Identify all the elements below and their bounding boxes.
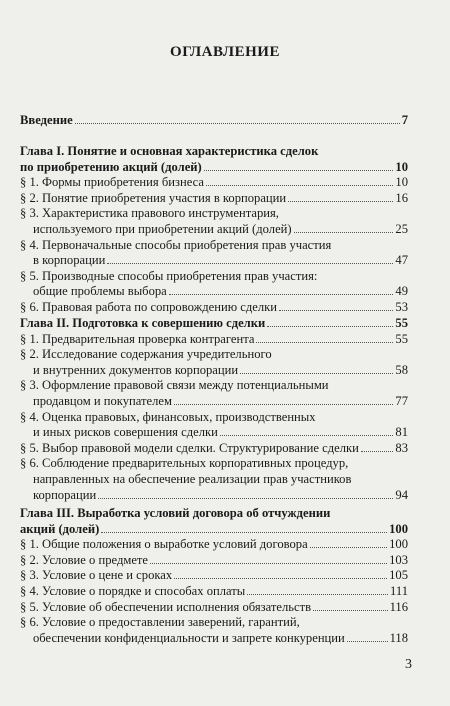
section-last-line: [20, 363, 408, 379]
section-text: § 1. Общие положения о выработке условий договора: [20, 537, 308, 552]
section-line: [20, 238, 408, 254]
section-text: используемого при приобретении акций (долей): [33, 221, 292, 236]
section-last-line: [20, 441, 408, 457]
toc-section-entry: [20, 206, 408, 237]
leader-dots: [267, 326, 393, 327]
section-text: § 5. Выбор правовой модели сделки. Структурирование сделки: [20, 440, 359, 455]
section-last-line: [20, 553, 408, 569]
chapter-heading-last-line: [20, 316, 408, 332]
section-line: [20, 347, 408, 363]
section-page: 118: [389, 630, 408, 645]
chapter-page: 10: [395, 159, 408, 174]
section-last-line: [20, 300, 408, 316]
section-text: направленных на обеспечение реализации прав участников: [33, 471, 352, 486]
leader-dots: [256, 342, 393, 343]
leader-dots: [174, 404, 393, 405]
leader-dots: [361, 451, 394, 452]
section-last-line: [20, 175, 408, 191]
section-text: обеспечении конфиденциальности и запрете конкуренции: [33, 630, 345, 645]
toc-section-entry: [20, 537, 408, 553]
leader-dots: [279, 310, 393, 311]
section-text: § 6. Правовая работа по сопровождению сделки: [20, 299, 278, 314]
chapter-heading-text: акций (долей): [20, 521, 100, 536]
section-last-line: [20, 284, 408, 300]
intro-label: Введение: [20, 113, 73, 127]
leader-dots: [347, 641, 388, 642]
section-page: 53: [395, 299, 408, 314]
section-page: 111: [390, 583, 408, 598]
leader-dots: [169, 294, 394, 295]
leader-dots: [101, 532, 387, 533]
section-line: [20, 378, 408, 394]
section-text: и иных рисков совершения сделки: [33, 425, 218, 440]
leader-dots: [107, 263, 393, 264]
section-text: § 2. Условие о предмете: [20, 552, 149, 567]
section-page: 49: [395, 284, 408, 299]
toc-section-entry: [20, 175, 408, 191]
leader-dots: [204, 170, 394, 171]
section-text: в корпорации: [33, 253, 106, 268]
section-last-line: [20, 394, 408, 410]
chapter-heading-last-line: [20, 522, 408, 538]
section-page: 47: [395, 253, 408, 268]
toc-section-entry: [20, 441, 408, 457]
page-title: ОГЛАВЛЕНИЕ: [170, 44, 280, 60]
section-page: 116: [389, 599, 408, 614]
section-last-line: [20, 425, 408, 441]
toc-section-entry: [20, 568, 408, 584]
section-text: § 5. Условие об обеспечении исполнения обязательств: [20, 599, 312, 614]
toc-section-entry: [20, 584, 408, 600]
leader-dots: [288, 201, 393, 202]
section-text: § 3. Характеристика правового инструментария,: [20, 206, 279, 221]
section-page: 58: [395, 362, 408, 377]
toc-section-entry: [20, 600, 408, 616]
leader-dots: [313, 610, 388, 611]
section-line: [20, 615, 408, 631]
section-last-line: [20, 488, 408, 504]
toc-section-entry: [20, 615, 408, 646]
section-last-line: [20, 191, 408, 207]
toc-chapter-3: [20, 506, 408, 646]
chapter-page: 55: [395, 316, 408, 330]
section-text: § 4. Оценка правовых, финансовых, производственных: [20, 409, 316, 424]
section-last-line: [20, 584, 408, 600]
section-text: § 6. Условие о предоставлении заверений, гарантий,: [20, 615, 300, 630]
chapter-heading-line: Глава III. Выработка условий договора об отчуждении: [20, 506, 331, 520]
section-page: 81: [395, 425, 408, 440]
toc-section-entry: [20, 269, 408, 300]
section-text: продавцом и покупателем: [33, 393, 172, 408]
section-page: 77: [395, 393, 408, 408]
section-text: § 4. Первоначальные способы приобретения прав участия: [20, 237, 332, 252]
section-page: 94: [395, 487, 408, 502]
leader-dots: [294, 232, 394, 233]
section-page: 105: [389, 568, 408, 583]
section-text: общие проблемы выбора: [33, 284, 167, 299]
toc-section-entry: [20, 191, 408, 207]
section-page: 16: [395, 190, 408, 205]
chapter-heading-text: Глава II. Подготовка к совершению сделки: [20, 316, 266, 330]
section-text: § 2. Понятие приобретения участия в корпорации: [20, 190, 287, 205]
intro-page: 7: [401, 113, 408, 127]
toc-section-entry: [20, 378, 408, 409]
chapter-heading-last-line: [20, 160, 408, 176]
section-last-line: [20, 568, 408, 584]
leader-dots: [206, 185, 393, 186]
toc-chapter-2: [20, 316, 408, 503]
section-page: 103: [389, 552, 408, 567]
leader-dots: [310, 547, 387, 548]
toc-section-entry: [20, 456, 408, 503]
leader-dots: [98, 498, 393, 499]
toc-section-entry: [20, 300, 408, 316]
section-text: § 3. Условие о цене и сроках: [20, 568, 173, 583]
section-last-line: [20, 537, 408, 553]
section-last-line: [20, 600, 408, 616]
leader-dots: [220, 435, 394, 436]
section-text: § 1. Формы приобретения бизнеса: [20, 175, 204, 190]
toc-section-entry: [20, 553, 408, 569]
toc-section-entry: [20, 238, 408, 269]
toc-section-entry: [20, 347, 408, 378]
toc-intro: [20, 113, 408, 129]
leader-dots: [247, 594, 388, 595]
section-page: 83: [395, 440, 408, 455]
section-text: § 2. Исследование содержания учредительного: [20, 347, 272, 362]
section-last-line: [20, 253, 408, 269]
section-page: 10: [395, 175, 408, 190]
section-page: 55: [395, 331, 408, 346]
section-text: § 1. Предварительная проверка контрагента: [20, 331, 255, 346]
leader-dots: [150, 563, 387, 564]
section-page: 100: [389, 537, 408, 552]
chapter-heading-line: Глава I. Понятие и основная характеристика сделок: [20, 144, 319, 158]
section-text: § 5. Производные способы приобретения прав участия:: [20, 268, 318, 283]
page-number: 3: [405, 657, 412, 672]
section-text: § 6. Соблюдение предварительных корпоративных процедур,: [20, 456, 349, 471]
leader-dots: [174, 578, 387, 579]
section-text: и внутренних документов корпорации: [33, 362, 239, 377]
chapter-page: 100: [389, 521, 408, 536]
section-text: корпорации: [33, 487, 97, 502]
section-text: § 3. Оформление правовой связи между потенциальными: [20, 378, 329, 393]
toc-chapter-1: [20, 144, 408, 316]
section-last-line: [20, 631, 408, 647]
section-line: [20, 269, 408, 285]
section-line: [20, 472, 408, 488]
section-text: § 4. Условие о порядке и способах оплаты: [20, 583, 246, 598]
toc-section-entry: [20, 332, 408, 348]
section-line: [20, 456, 408, 472]
section-page: 25: [395, 221, 408, 236]
section-last-line: [20, 332, 408, 348]
chapter-heading-text: по приобретению акций (долей): [20, 159, 202, 174]
section-line: [20, 410, 408, 426]
section-last-line: [20, 222, 408, 238]
toc-section-entry: [20, 410, 408, 441]
section-line: [20, 206, 408, 222]
leader-dots: [240, 373, 393, 374]
